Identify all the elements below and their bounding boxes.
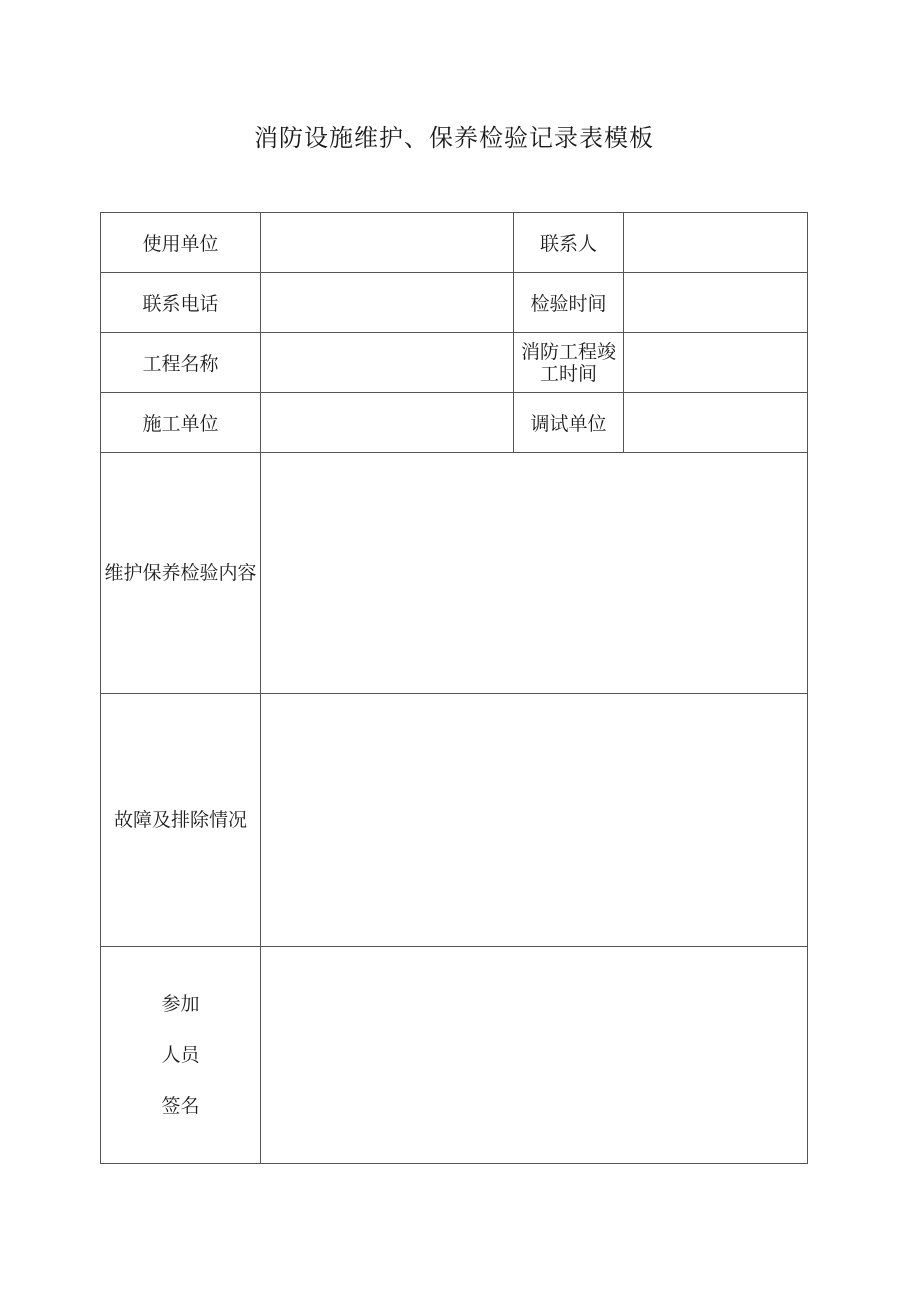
- project-name-label: 工程名称: [101, 333, 261, 393]
- table-row: [101, 333, 808, 393]
- participants-label-line3: 签名: [161, 1094, 200, 1117]
- table-row: [101, 213, 808, 273]
- construction-unit-label: 施工单位: [101, 393, 261, 453]
- contact-person-label: 联系人: [514, 213, 624, 273]
- user-unit-field[interactable]: [261, 213, 514, 273]
- table-row: [101, 453, 808, 694]
- contact-person-field[interactable]: [624, 213, 808, 273]
- table-row: [101, 393, 808, 453]
- participants-label-line1: 参加: [161, 992, 200, 1015]
- fault-handling-field[interactable]: [261, 694, 808, 947]
- maintenance-content-label: [101, 453, 261, 694]
- fault-handling-label: [101, 694, 261, 947]
- participants-label-line2: 人员: [161, 1043, 200, 1066]
- completion-time-field[interactable]: [624, 333, 808, 393]
- participants-label: [101, 947, 261, 1164]
- table-row: [101, 694, 808, 947]
- maintenance-content-label-text: 维护保养检验内容: [104, 562, 257, 584]
- debug-unit-label: 调试单位: [514, 393, 624, 453]
- table-row: [101, 273, 808, 333]
- participants-signature-field[interactable]: [261, 947, 808, 1164]
- completion-time-label-line1: 消防工程竣: [520, 340, 616, 363]
- project-name-field[interactable]: [261, 333, 514, 393]
- fault-handling-label-text: 故障及排除情况: [113, 809, 247, 831]
- contact-phone-field[interactable]: [261, 273, 514, 333]
- inspection-time-label: 检验时间: [514, 273, 624, 333]
- contact-phone-label: 联系电话: [101, 273, 261, 333]
- maintenance-content-field[interactable]: [261, 453, 808, 694]
- construction-unit-field[interactable]: [261, 393, 514, 453]
- table-row: [101, 947, 808, 1164]
- document-title: 消防设施维护、保养检验记录表模板: [254, 124, 654, 152]
- debug-unit-field[interactable]: [624, 393, 808, 453]
- completion-time-label-line2: 工时间: [539, 362, 597, 385]
- inspection-record-table: [100, 212, 808, 1164]
- inspection-time-field[interactable]: [624, 273, 808, 333]
- completion-time-label: [514, 333, 624, 393]
- user-unit-label: 使用单位: [101, 213, 261, 273]
